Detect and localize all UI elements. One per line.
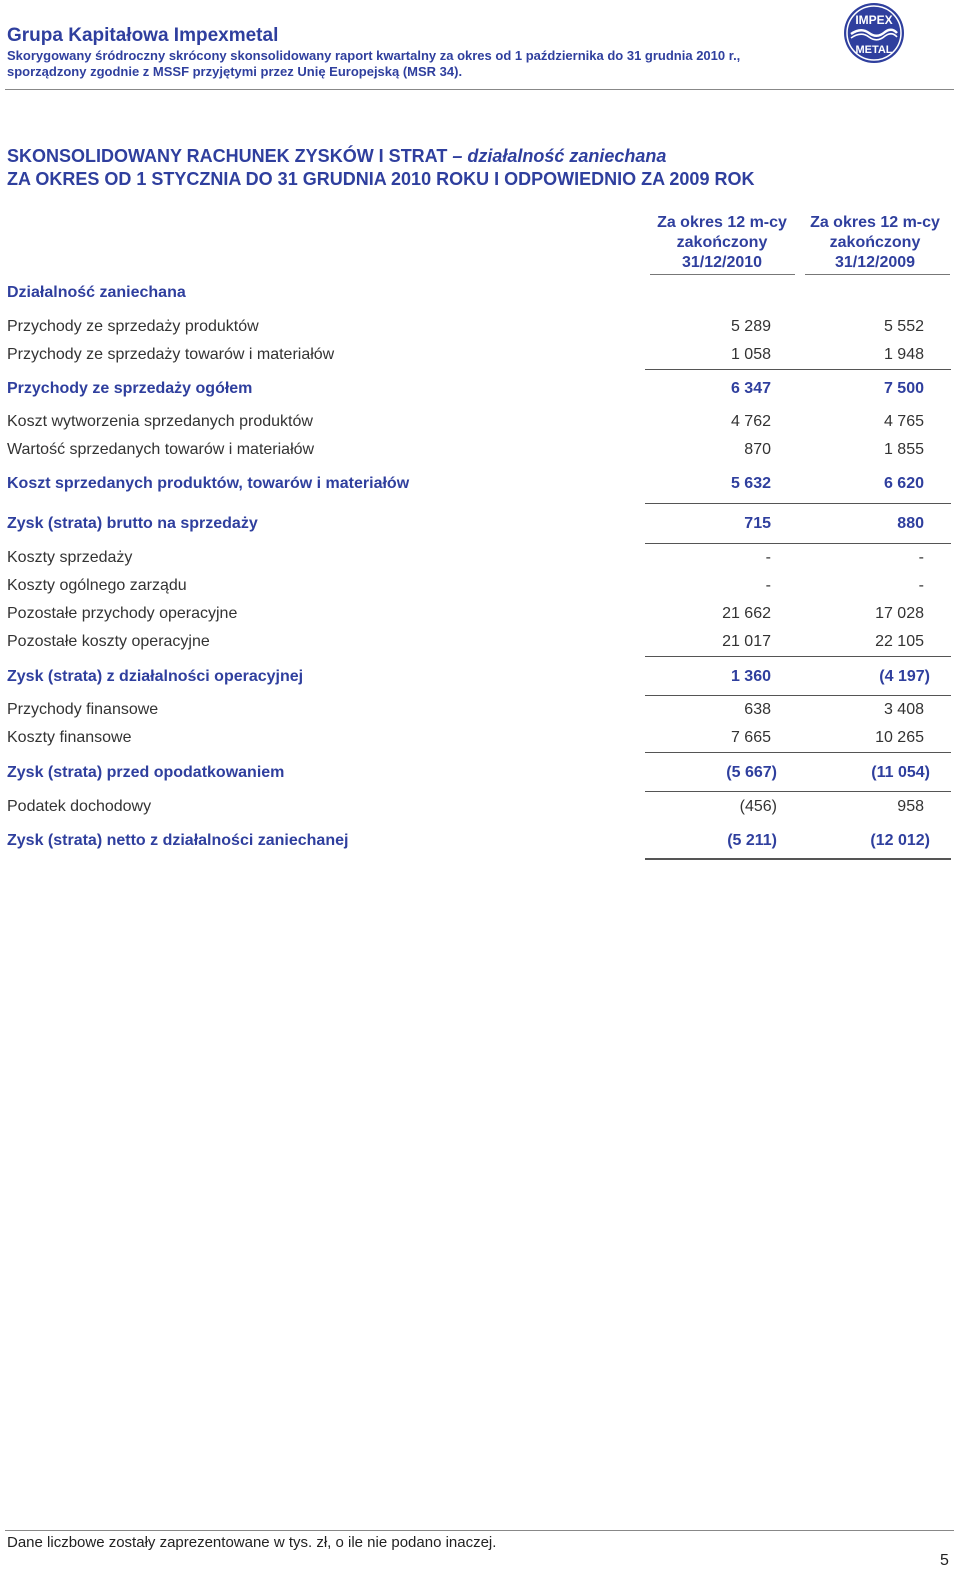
report-subtitle-line1: Skorygowany śródroczny skrócony skonsolidowany raport kwartalny za okres od 1 października do 31 grudnia 2010 r.,	[7, 48, 741, 63]
row-value-2009: 17 028	[875, 605, 924, 622]
row-value-2010: 7 665	[730, 729, 771, 746]
column-header-2010-line2: zakończony	[676, 234, 768, 251]
row-label: Zysk (strata) z działalności operacyjnej	[7, 668, 304, 685]
row-value-2009: (11 054)	[871, 764, 930, 781]
table-row-total	[0, 832, 960, 854]
table-row	[0, 605, 960, 627]
row-divider	[645, 369, 951, 370]
table-row-total	[0, 380, 960, 402]
column-header-rule-2009	[805, 274, 950, 275]
row-value-2009: -	[918, 549, 924, 566]
section-label: Działalność zaniechana	[7, 284, 186, 301]
row-divider	[645, 656, 951, 657]
table-row-total	[0, 475, 960, 497]
column-header-2010	[647, 213, 797, 273]
header-divider	[5, 89, 954, 90]
table-row	[0, 346, 960, 368]
row-divider	[645, 503, 951, 504]
row-value-2010: 638	[744, 701, 771, 718]
row-value-2009: 958	[897, 798, 924, 815]
row-value-2010: 21 662	[722, 605, 771, 622]
table-row	[0, 729, 960, 751]
row-label: Koszt wytworzenia sprzedanych produktów	[7, 413, 313, 430]
table-row	[0, 577, 960, 599]
row-value-2010: 1 360	[730, 668, 771, 685]
row-value-2009: 3 408	[883, 701, 924, 718]
row-label: Przychody ze sprzedaży produktów	[7, 318, 259, 335]
row-value-2009: 4 765	[883, 413, 924, 430]
table-row	[0, 318, 960, 340]
column-header-2009-line2: zakończony	[829, 234, 921, 251]
row-label: Wartość sprzedanych towarów i materiałów	[7, 441, 315, 458]
row-label: Pozostałe przychody operacyjne	[7, 605, 238, 622]
row-divider	[645, 695, 951, 696]
row-label: Przychody ze sprzedaży ogółem	[7, 380, 253, 397]
row-label: Zysk (strata) netto z działalności zaniechanej	[7, 832, 349, 849]
row-value-2010: -	[765, 577, 771, 594]
column-header-2010-line1: Za okres 12 m-cy	[657, 214, 787, 231]
table-row-total	[0, 668, 960, 690]
row-value-2009: 6 620	[883, 475, 924, 492]
row-label: Pozostałe koszty operacyjne	[7, 633, 210, 650]
row-value-2009: 22 105	[875, 633, 924, 650]
column-header-rule-2010	[650, 274, 795, 275]
report-subtitle-line2: sporządzony zgodnie z MSSF przyjętymi przez Unię Europejską (MSR 34).	[7, 64, 463, 79]
logo-bottom-text: METAL	[855, 44, 893, 56]
logo-top-text: IMPEX	[855, 13, 893, 27]
row-value-2010: 21 017	[722, 633, 771, 650]
row-value-2010: 715	[744, 515, 771, 532]
row-value-2010: 6 347	[730, 380, 771, 397]
row-value-2009: 7 500	[883, 380, 924, 397]
row-label: Przychody ze sprzedaży towarów i materiałów	[7, 346, 335, 363]
row-value-2009: 5 552	[883, 318, 924, 335]
row-label: Koszty finansowe	[7, 729, 132, 746]
column-header-2009-line1: Za okres 12 m-cy	[810, 214, 940, 231]
row-value-2010: (5 667)	[726, 764, 777, 781]
row-divider	[645, 752, 951, 753]
row-value-2010: 1 058	[730, 346, 771, 363]
row-value-2009: (12 012)	[870, 832, 930, 849]
row-value-2010: 5 632	[730, 475, 771, 492]
row-value-2009: 1 855	[883, 441, 924, 458]
column-header-2009-line3: 31/12/2009	[834, 254, 916, 271]
statement-title-main: SKONSOLIDOWANY RACHUNEK ZYSKÓW I STRAT	[7, 146, 453, 166]
row-value-2010: 5 289	[730, 318, 771, 335]
table-row	[0, 549, 960, 571]
row-value-2009: -	[918, 577, 924, 594]
row-value-2010: 870	[744, 441, 771, 458]
row-label: Przychody finansowe	[7, 701, 159, 718]
row-label: Koszt sprzedanych produktów, towarów i materiałów	[7, 475, 410, 492]
table-row	[0, 441, 960, 463]
table-row	[0, 798, 960, 820]
row-value-2009: 880	[897, 515, 924, 532]
row-value-2009: 10 265	[875, 729, 924, 746]
statement-title-italic: – działalność zaniechana	[452, 146, 667, 166]
row-value-2009: (4 197)	[879, 668, 930, 685]
row-divider	[645, 543, 951, 544]
row-divider	[645, 791, 951, 792]
row-label: Podatek dochodowy	[7, 798, 152, 815]
row-label: Zysk (strata) przed opodatkowaniem	[7, 764, 285, 781]
row-value-2010: -	[765, 549, 771, 566]
table-row	[0, 701, 960, 723]
row-label: Zysk (strata) brutto na sprzedaży	[7, 515, 258, 532]
row-value-2010: (5 211)	[727, 832, 777, 849]
row-label: Koszty ogólnego zarządu	[7, 577, 187, 594]
row-value-2010: 4 762	[730, 413, 771, 430]
table-row-total	[0, 764, 960, 786]
row-value-2009: 1 948	[883, 346, 924, 363]
footer-note: Dane liczbowe zostały zaprezentowane w tys. zł, o ile nie podano inaczej.	[7, 1534, 497, 1551]
table-row	[0, 413, 960, 435]
row-value-2010: (456)	[739, 798, 777, 815]
row-divider-final	[645, 858, 951, 860]
row-label: Koszty sprzedaży	[7, 549, 133, 566]
table-row-total	[0, 515, 960, 537]
footer-divider	[5, 1530, 954, 1531]
impexmetal-logo	[839, 0, 909, 66]
statement-title-line1	[7, 146, 666, 167]
page-number: 5	[940, 1552, 949, 1569]
column-header-2009	[800, 213, 950, 273]
company-name: Grupa Kapitałowa Impexmetal	[7, 25, 279, 46]
statement-title-line2: ZA OKRES OD 1 STYCZNIA DO 31 GRUDNIA 2010 ROKU I ODPOWIEDNIO ZA 2009 ROK	[7, 169, 755, 189]
column-header-2010-line3: 31/12/2010	[681, 254, 763, 271]
table-row	[0, 633, 960, 655]
